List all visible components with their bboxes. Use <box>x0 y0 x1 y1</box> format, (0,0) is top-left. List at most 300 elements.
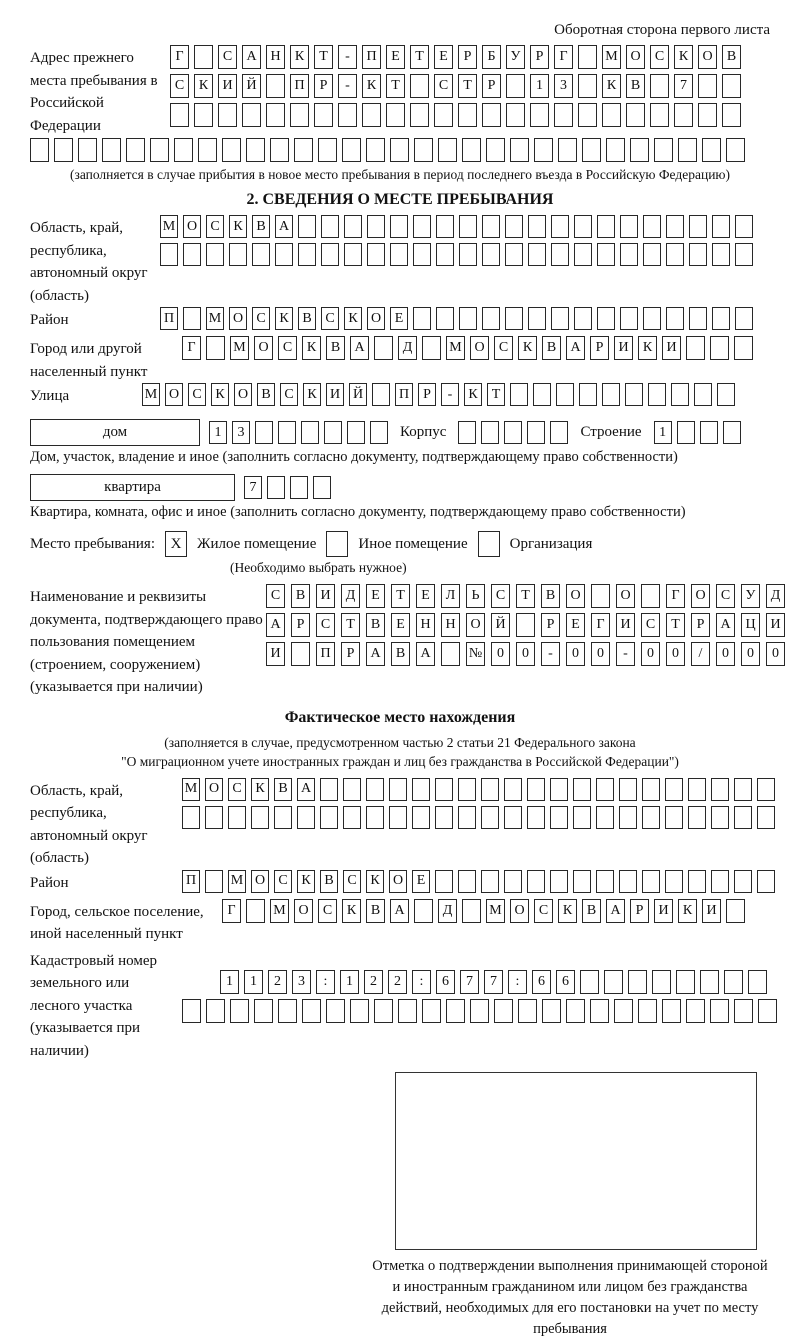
char-box[interactable]: Т <box>341 613 360 637</box>
char-box[interactable]: И <box>654 899 673 923</box>
char-box[interactable] <box>206 999 225 1023</box>
char-box[interactable] <box>506 103 525 127</box>
char-box[interactable]: К <box>366 870 384 893</box>
char-box[interactable]: А <box>606 899 625 923</box>
char-box[interactable] <box>734 778 752 801</box>
char-box[interactable]: 0 <box>491 642 510 666</box>
char-box[interactable] <box>481 870 499 893</box>
char-box[interactable] <box>726 899 745 923</box>
char-box[interactable]: - <box>338 45 357 69</box>
char-box[interactable]: Й <box>491 613 510 637</box>
char-box[interactable] <box>698 103 717 127</box>
char-box[interactable] <box>619 778 637 801</box>
char-box[interactable] <box>582 138 601 162</box>
char-box[interactable] <box>688 870 706 893</box>
char-box[interactable] <box>689 243 707 266</box>
char-box[interactable] <box>126 138 145 162</box>
char-box[interactable]: М <box>270 899 289 923</box>
char-box[interactable] <box>717 383 735 406</box>
char-box[interactable] <box>267 476 285 499</box>
char-box[interactable] <box>735 243 753 266</box>
char-box[interactable]: Т <box>391 584 410 608</box>
char-box[interactable] <box>688 806 706 829</box>
char-box[interactable]: С <box>316 613 335 637</box>
char-box[interactable]: С <box>280 383 298 406</box>
char-box[interactable] <box>758 999 777 1023</box>
char-box[interactable]: Ц <box>741 613 760 637</box>
char-box[interactable]: С <box>278 336 297 360</box>
char-box[interactable]: И <box>662 336 681 360</box>
char-box[interactable] <box>591 584 610 608</box>
char-box[interactable] <box>174 138 193 162</box>
char-box[interactable] <box>712 307 730 330</box>
char-box[interactable] <box>410 74 429 98</box>
char-box[interactable] <box>54 138 73 162</box>
char-box[interactable]: О <box>698 45 717 69</box>
char-box[interactable] <box>486 138 505 162</box>
char-box[interactable] <box>534 138 553 162</box>
char-box[interactable]: М <box>206 307 224 330</box>
char-box[interactable]: В <box>257 383 275 406</box>
char-box[interactable]: - <box>541 642 560 666</box>
char-box[interactable] <box>574 215 592 238</box>
char-box[interactable] <box>757 806 775 829</box>
char-box[interactable]: : <box>508 970 527 994</box>
char-box[interactable]: С <box>318 899 337 923</box>
char-box[interactable] <box>711 806 729 829</box>
char-box[interactable]: : <box>316 970 335 994</box>
char-box[interactable]: Т <box>458 74 477 98</box>
char-box[interactable]: М <box>160 215 178 238</box>
char-box[interactable] <box>551 243 569 266</box>
char-box[interactable]: Е <box>412 870 430 893</box>
char-box[interactable] <box>530 103 549 127</box>
char-box[interactable] <box>274 806 292 829</box>
char-box[interactable] <box>170 103 189 127</box>
char-box[interactable] <box>748 970 767 994</box>
char-box[interactable] <box>722 103 741 127</box>
char-box[interactable] <box>643 307 661 330</box>
char-box[interactable] <box>275 243 293 266</box>
char-box[interactable] <box>150 138 169 162</box>
char-box[interactable] <box>435 870 453 893</box>
char-box[interactable] <box>505 243 523 266</box>
char-box[interactable]: О <box>470 336 489 360</box>
char-box[interactable] <box>698 74 717 98</box>
char-box[interactable] <box>414 138 433 162</box>
char-box[interactable] <box>390 138 409 162</box>
char-box[interactable] <box>689 307 707 330</box>
char-box[interactable]: 6 <box>532 970 551 994</box>
char-box[interactable] <box>321 215 339 238</box>
char-box[interactable] <box>342 138 361 162</box>
char-box[interactable] <box>676 970 695 994</box>
char-box[interactable]: И <box>616 613 635 637</box>
char-box[interactable] <box>619 806 637 829</box>
char-box[interactable] <box>318 138 337 162</box>
char-box[interactable] <box>205 806 223 829</box>
char-box[interactable]: Р <box>482 74 501 98</box>
char-box[interactable] <box>414 899 433 923</box>
char-box[interactable] <box>527 870 545 893</box>
char-box[interactable] <box>528 215 546 238</box>
char-box[interactable]: С <box>266 584 285 608</box>
char-box[interactable] <box>320 806 338 829</box>
char-box[interactable]: 0 <box>741 642 760 666</box>
char-box[interactable] <box>757 778 775 801</box>
char-box[interactable] <box>574 243 592 266</box>
char-box[interactable] <box>724 970 743 994</box>
char-box[interactable] <box>596 778 614 801</box>
char-box[interactable]: 7 <box>674 74 693 98</box>
char-box[interactable]: К <box>229 215 247 238</box>
char-box[interactable] <box>301 421 319 444</box>
char-box[interactable] <box>389 806 407 829</box>
char-box[interactable]: И <box>702 899 721 923</box>
char-box[interactable]: С <box>343 870 361 893</box>
char-box[interactable]: 0 <box>566 642 585 666</box>
char-box[interactable] <box>638 999 657 1023</box>
char-box[interactable]: В <box>298 307 316 330</box>
char-box[interactable] <box>298 215 316 238</box>
char-box[interactable]: К <box>275 307 293 330</box>
char-box[interactable] <box>641 584 660 608</box>
char-box[interactable]: 3 <box>292 970 311 994</box>
char-box[interactable]: О <box>183 215 201 238</box>
char-box[interactable]: Т <box>666 613 685 637</box>
char-box[interactable] <box>604 970 623 994</box>
char-box[interactable] <box>438 138 457 162</box>
char-box[interactable]: Г <box>182 336 201 360</box>
char-box[interactable]: К <box>297 870 315 893</box>
char-box[interactable] <box>504 870 522 893</box>
char-box[interactable] <box>206 336 225 360</box>
char-box[interactable]: О <box>566 584 585 608</box>
char-box[interactable]: К <box>290 45 309 69</box>
char-box[interactable] <box>422 999 441 1023</box>
char-box[interactable] <box>412 778 430 801</box>
char-box[interactable]: О <box>616 584 635 608</box>
char-box[interactable]: О <box>691 584 710 608</box>
char-box[interactable]: Р <box>541 613 560 637</box>
char-box[interactable] <box>712 243 730 266</box>
char-box[interactable] <box>270 138 289 162</box>
char-box[interactable] <box>366 778 384 801</box>
char-box[interactable] <box>413 307 431 330</box>
char-box[interactable] <box>643 215 661 238</box>
char-box[interactable]: 0 <box>516 642 535 666</box>
char-box[interactable] <box>628 970 647 994</box>
char-box[interactable]: 2 <box>388 970 407 994</box>
char-box[interactable]: / <box>691 642 710 666</box>
char-box[interactable]: Т <box>386 74 405 98</box>
char-box[interactable]: Е <box>386 45 405 69</box>
char-box[interactable]: С <box>252 307 270 330</box>
char-box[interactable]: Р <box>314 74 333 98</box>
char-box[interactable] <box>590 999 609 1023</box>
char-box[interactable] <box>246 899 265 923</box>
char-box[interactable] <box>435 778 453 801</box>
char-box[interactable] <box>324 421 342 444</box>
char-box[interactable] <box>230 999 249 1023</box>
char-box[interactable]: Е <box>566 613 585 637</box>
char-box[interactable]: И <box>316 584 335 608</box>
char-box[interactable] <box>350 999 369 1023</box>
char-box[interactable] <box>574 307 592 330</box>
char-box[interactable]: М <box>142 383 160 406</box>
char-box[interactable] <box>252 243 270 266</box>
char-box[interactable]: С <box>170 74 189 98</box>
char-box[interactable] <box>413 215 431 238</box>
char-box[interactable] <box>619 870 637 893</box>
char-box[interactable] <box>390 243 408 266</box>
char-box[interactable] <box>441 642 460 666</box>
char-box[interactable]: О <box>251 870 269 893</box>
char-box[interactable] <box>712 215 730 238</box>
char-box[interactable] <box>458 806 476 829</box>
char-box[interactable]: Б <box>482 45 501 69</box>
char-box[interactable]: С <box>494 336 513 360</box>
char-box[interactable] <box>665 778 683 801</box>
char-box[interactable]: О <box>294 899 313 923</box>
char-box[interactable]: 1 <box>244 970 263 994</box>
char-box[interactable] <box>266 103 285 127</box>
char-box[interactable]: М <box>446 336 465 360</box>
char-box[interactable] <box>372 383 390 406</box>
char-box[interactable]: А <box>390 899 409 923</box>
char-box[interactable] <box>666 215 684 238</box>
char-box[interactable]: Е <box>390 307 408 330</box>
char-box[interactable] <box>506 74 525 98</box>
char-box[interactable]: - <box>338 74 357 98</box>
char-box[interactable] <box>459 307 477 330</box>
char-box[interactable] <box>671 383 689 406</box>
char-box[interactable]: С <box>650 45 669 69</box>
char-box[interactable] <box>648 383 666 406</box>
char-box[interactable] <box>160 243 178 266</box>
char-box[interactable] <box>194 45 213 69</box>
char-box[interactable] <box>558 138 577 162</box>
char-box[interactable]: П <box>395 383 413 406</box>
char-box[interactable] <box>726 138 745 162</box>
char-box[interactable] <box>251 806 269 829</box>
char-box[interactable] <box>510 383 528 406</box>
char-box[interactable] <box>462 899 481 923</box>
char-box[interactable]: О <box>626 45 645 69</box>
checkbox-organization[interactable] <box>478 531 500 557</box>
char-box[interactable] <box>302 999 321 1023</box>
char-box[interactable]: К <box>194 74 213 98</box>
char-box[interactable] <box>338 103 357 127</box>
char-box[interactable]: К <box>302 336 321 360</box>
char-box[interactable]: В <box>320 870 338 893</box>
char-box[interactable]: 0 <box>716 642 735 666</box>
char-box[interactable] <box>642 870 660 893</box>
char-box[interactable]: У <box>741 584 760 608</box>
char-box[interactable] <box>620 307 638 330</box>
char-box[interactable] <box>674 103 693 127</box>
char-box[interactable]: В <box>722 45 741 69</box>
char-box[interactable] <box>386 103 405 127</box>
char-box[interactable] <box>643 243 661 266</box>
char-box[interactable] <box>596 870 614 893</box>
char-box[interactable] <box>481 806 499 829</box>
char-box[interactable] <box>344 243 362 266</box>
char-box[interactable]: О <box>165 383 183 406</box>
char-box[interactable]: В <box>626 74 645 98</box>
char-box[interactable]: О <box>466 613 485 637</box>
char-box[interactable]: 2 <box>268 970 287 994</box>
char-box[interactable] <box>410 103 429 127</box>
char-box[interactable] <box>297 806 315 829</box>
char-box[interactable]: Р <box>458 45 477 69</box>
char-box[interactable]: 6 <box>556 970 575 994</box>
char-box[interactable]: Л <box>441 584 460 608</box>
char-box[interactable] <box>735 215 753 238</box>
char-box[interactable] <box>314 103 333 127</box>
char-box[interactable] <box>678 138 697 162</box>
apartment-box[interactable]: квартира <box>30 474 235 501</box>
char-box[interactable]: А <box>275 215 293 238</box>
char-box[interactable] <box>734 870 752 893</box>
char-box[interactable] <box>757 870 775 893</box>
char-box[interactable] <box>458 103 477 127</box>
char-box[interactable] <box>278 421 296 444</box>
char-box[interactable] <box>343 806 361 829</box>
char-box[interactable]: В <box>366 899 385 923</box>
char-box[interactable] <box>435 806 453 829</box>
char-box[interactable]: С <box>641 613 660 637</box>
char-box[interactable]: С <box>434 74 453 98</box>
char-box[interactable] <box>218 103 237 127</box>
char-box[interactable] <box>614 999 633 1023</box>
char-box[interactable] <box>458 421 476 444</box>
char-box[interactable] <box>625 383 643 406</box>
char-box[interactable] <box>290 476 308 499</box>
char-box[interactable] <box>458 778 476 801</box>
char-box[interactable]: В <box>274 778 292 801</box>
char-box[interactable] <box>734 806 752 829</box>
char-box[interactable]: К <box>362 74 381 98</box>
char-box[interactable]: А <box>242 45 261 69</box>
char-box[interactable] <box>294 138 313 162</box>
char-box[interactable] <box>434 103 453 127</box>
char-box[interactable] <box>665 806 683 829</box>
char-box[interactable]: М <box>228 870 246 893</box>
char-box[interactable]: Н <box>441 613 460 637</box>
char-box[interactable] <box>504 806 522 829</box>
char-box[interactable] <box>367 215 385 238</box>
char-box[interactable] <box>321 243 339 266</box>
char-box[interactable]: М <box>486 899 505 923</box>
char-box[interactable]: С <box>188 383 206 406</box>
char-box[interactable] <box>734 336 753 360</box>
char-box[interactable]: Г <box>222 899 241 923</box>
char-box[interactable] <box>290 103 309 127</box>
char-box[interactable] <box>183 243 201 266</box>
char-box[interactable] <box>533 383 551 406</box>
char-box[interactable]: А <box>416 642 435 666</box>
char-box[interactable] <box>30 138 49 162</box>
char-box[interactable] <box>374 999 393 1023</box>
char-box[interactable]: П <box>182 870 200 893</box>
char-box[interactable]: Т <box>516 584 535 608</box>
char-box[interactable]: В <box>541 584 560 608</box>
char-box[interactable] <box>278 999 297 1023</box>
char-box[interactable] <box>580 970 599 994</box>
char-box[interactable] <box>711 870 729 893</box>
char-box[interactable]: С <box>228 778 246 801</box>
char-box[interactable] <box>470 999 489 1023</box>
char-box[interactable] <box>700 970 719 994</box>
char-box[interactable] <box>347 421 365 444</box>
char-box[interactable] <box>482 103 501 127</box>
char-box[interactable]: С <box>274 870 292 893</box>
char-box[interactable] <box>662 999 681 1023</box>
char-box[interactable]: Г <box>554 45 573 69</box>
char-box[interactable] <box>642 806 660 829</box>
char-box[interactable]: И <box>614 336 633 360</box>
char-box[interactable]: 2 <box>364 970 383 994</box>
char-box[interactable]: И <box>326 383 344 406</box>
char-box[interactable] <box>606 138 625 162</box>
char-box[interactable]: А <box>716 613 735 637</box>
char-box[interactable] <box>228 806 246 829</box>
char-box[interactable]: У <box>506 45 525 69</box>
char-box[interactable]: О <box>229 307 247 330</box>
char-box[interactable] <box>688 778 706 801</box>
char-box[interactable] <box>422 336 441 360</box>
char-box[interactable] <box>597 307 615 330</box>
char-box[interactable] <box>527 806 545 829</box>
char-box[interactable] <box>686 999 705 1023</box>
char-box[interactable] <box>436 243 454 266</box>
char-box[interactable] <box>436 215 454 238</box>
char-box[interactable] <box>313 476 331 499</box>
char-box[interactable] <box>518 999 537 1023</box>
char-box[interactable] <box>374 336 393 360</box>
char-box[interactable] <box>205 870 223 893</box>
char-box[interactable]: П <box>160 307 178 330</box>
char-box[interactable]: 3 <box>232 421 250 444</box>
char-box[interactable]: Е <box>416 584 435 608</box>
char-box[interactable]: О <box>367 307 385 330</box>
char-box[interactable] <box>462 138 481 162</box>
char-box[interactable] <box>510 138 529 162</box>
char-box[interactable]: О <box>389 870 407 893</box>
char-box[interactable] <box>481 421 499 444</box>
char-box[interactable]: Д <box>766 584 785 608</box>
char-box[interactable]: Г <box>666 584 685 608</box>
char-box[interactable]: А <box>366 642 385 666</box>
char-box[interactable]: А <box>566 336 585 360</box>
char-box[interactable]: Е <box>391 613 410 637</box>
char-box[interactable] <box>686 336 705 360</box>
char-box[interactable] <box>700 421 718 444</box>
char-box[interactable] <box>566 999 585 1023</box>
char-box[interactable]: Е <box>366 584 385 608</box>
char-box[interactable] <box>650 103 669 127</box>
char-box[interactable] <box>446 999 465 1023</box>
char-box[interactable] <box>362 103 381 127</box>
char-box[interactable]: К <box>464 383 482 406</box>
char-box[interactable] <box>578 103 597 127</box>
char-box[interactable]: 1 <box>340 970 359 994</box>
char-box[interactable]: Р <box>291 613 310 637</box>
char-box[interactable] <box>246 138 265 162</box>
char-box[interactable] <box>482 215 500 238</box>
char-box[interactable]: С <box>321 307 339 330</box>
